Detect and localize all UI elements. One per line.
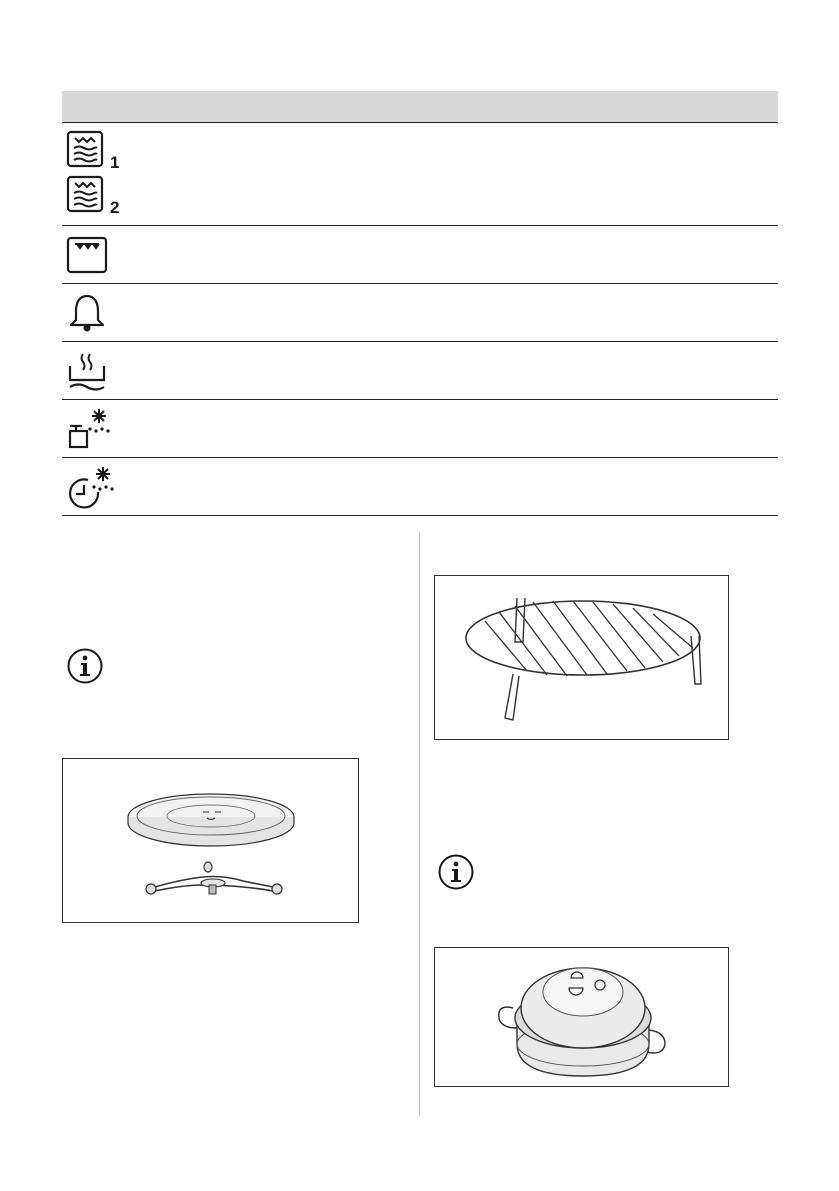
table-row — [62, 458, 778, 516]
defrost-by-time-icon — [66, 464, 116, 508]
microwave-grill-combi-icon — [66, 175, 108, 215]
table-header — [62, 91, 778, 123]
info-icon — [66, 647, 104, 685]
table-row — [62, 342, 778, 400]
crisp-dish-with-lid-illustration — [434, 947, 729, 1087]
table-row — [62, 226, 778, 284]
turntable-plate-and-roller-ring-illustration — [62, 758, 359, 923]
mode-label-1: 1 — [110, 153, 120, 172]
grill-icon — [66, 236, 108, 274]
microwave-grill-combi-icon — [66, 130, 108, 170]
steam-heating-icon — [66, 350, 108, 392]
wire-grill-rack-illustration — [434, 575, 729, 740]
info-icon — [437, 853, 475, 891]
mode-label-2: 2 — [110, 198, 120, 217]
table-row — [62, 123, 778, 226]
table-row — [62, 284, 778, 342]
symbols-table — [62, 91, 778, 516]
column-divider — [419, 532, 420, 1116]
defrost-by-weight-icon — [66, 406, 112, 450]
table-row — [62, 400, 778, 458]
bell-icon — [66, 293, 108, 333]
